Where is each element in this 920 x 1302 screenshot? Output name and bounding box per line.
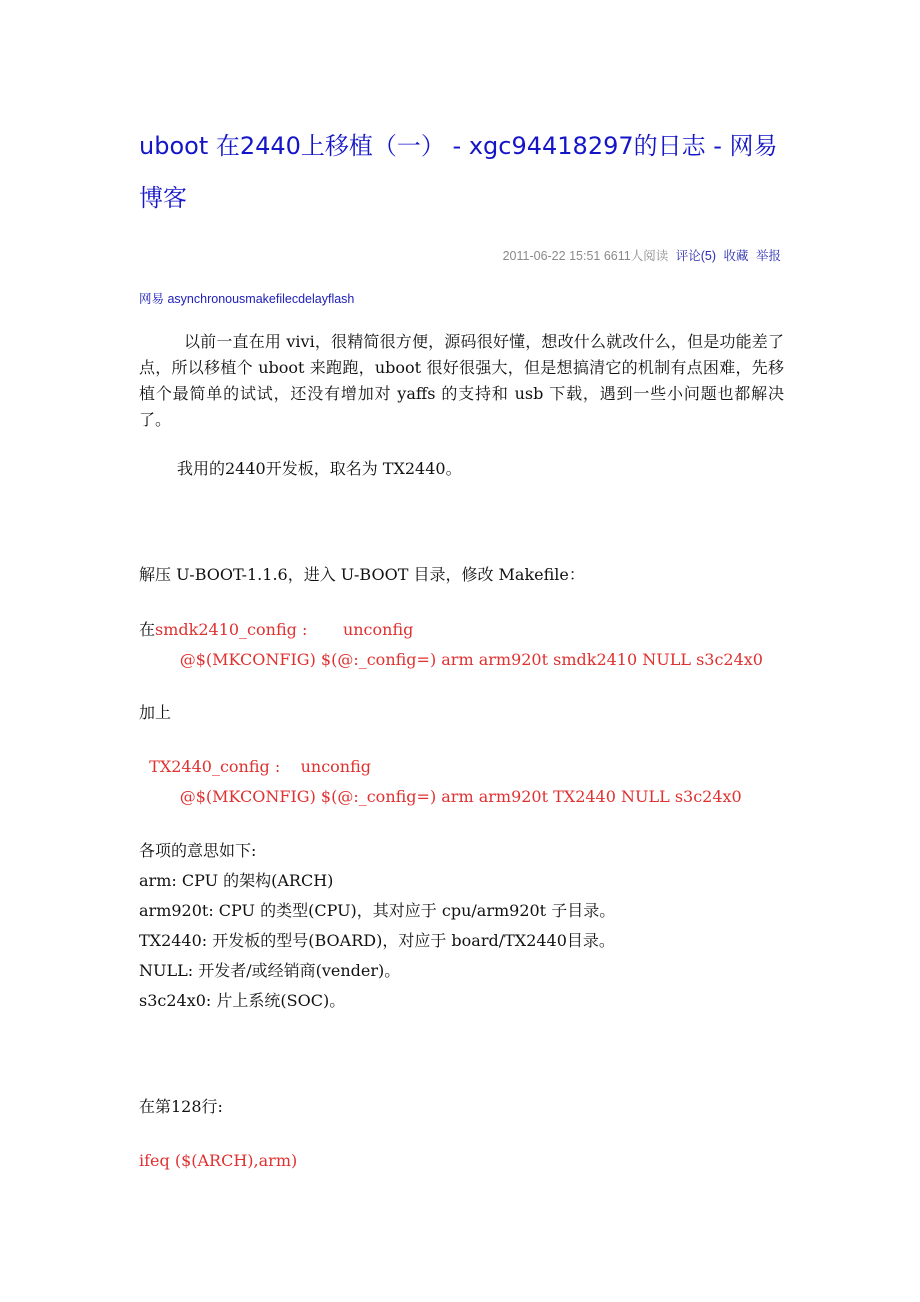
report-link[interactable]: 举报 — [755, 249, 781, 263]
board-paragraph: 我用的2440开发板，取名为 TX2440。 — [177, 459, 462, 478]
meaning-line: arm920t: CPU 的类型(CPU)，其对应于 cpu/arm920t 子目录。 — [139, 901, 616, 920]
meaning-line: arm: CPU 的架构(ARCH) — [139, 871, 334, 890]
meaning-line: 各项的意思如下: — [139, 841, 257, 860]
meaning-line: s3c24x0: 片上系统(SOC)。 — [139, 991, 346, 1010]
new-config-line-1: TX2440_config : unconfig — [139, 757, 372, 776]
meanings-list — [139, 836, 615, 1016]
page-title: uboot 在2440上移植（一） - xgc94418297的日志 - 网易博客 — [139, 132, 778, 212]
comments-link[interactable]: 评论(5) — [675, 249, 716, 263]
post-tags[interactable]: 网易 asynchronousmakefilecdelayflash — [139, 292, 355, 306]
post-views: 6611人阅读 — [603, 249, 669, 263]
unpack-paragraph: 解压 U-BOOT-1.1.6，进入 U-BOOT 目录，修改 Makefile： — [139, 565, 585, 584]
new-config-line-2: @$(MKCONFIG) $(@:_config=) arm arm920t TX2440 NULL s3c24x0 — [139, 787, 742, 806]
original-config-block — [139, 615, 763, 675]
original-config-line-1: smdk2410_config : unconfig — [155, 620, 414, 639]
meaning-line: NULL: 开发者/或经销商(vender)。 — [139, 961, 401, 980]
meaning-line: TX2440: 开发板的型号(BOARD)，对应于 board/TX2440目录。 — [139, 931, 615, 950]
new-config-block — [139, 752, 742, 812]
post-datetime: 2011-06-22 15:51 — [502, 249, 601, 263]
at-prefix: 在 — [139, 620, 156, 639]
favorite-link[interactable]: 收藏 — [723, 249, 749, 263]
original-config-line-2: @$(MKCONFIG) $(@:_config=) arm arm920t smdk2410 NULL s3c24x0 — [139, 650, 763, 669]
ifeq-code-line: ifeq ($(ARCH),arm) — [139, 1151, 298, 1170]
intro-paragraph: 以前一直在用 vivi，很精简很方便，源码很好懂，想改什么就改什么，但是功能差了点，所以移植个 uboot 来跑跑，uboot 很好很强大，但是想搞清它的机制有点困难，先移植个最简单的试试，还没有增加对 yaffs 的支持和 usb 下载，遇到一些小问题也都解决了。 — [139, 332, 784, 429]
add-label: 加上 — [139, 703, 172, 722]
line128-label: 在第128行: — [139, 1097, 223, 1116]
post-meta — [503, 246, 781, 264]
